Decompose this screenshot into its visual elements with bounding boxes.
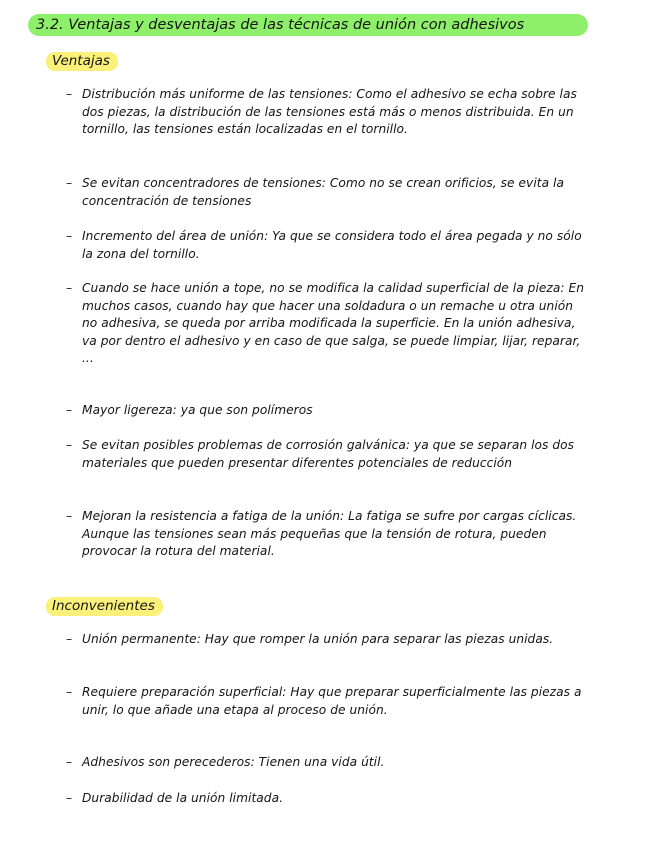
bullet-dash: – (66, 755, 73, 769)
advantage-item (66, 175, 592, 210)
disadvantage-item (66, 684, 592, 719)
advantage-item (66, 437, 592, 472)
advantage-item (66, 280, 592, 368)
bullet-dash: – (66, 281, 73, 295)
advantage-text: Cuando se hace unión a tope, no se modifica la calidad superficial de la pieza: En muchos casos, cuando hay que hacer una soldadura o un remache u otra unión no adhesiva, se queda por arriba modificada la superficie. En la unión adhesiva, va por dentro el adhesivo y en caso de que salga, se puede limpiar, lijar, reparar, ... (82, 281, 585, 366)
disadvantage-text: Adhesivos son perecederos: Tienen una vida útil. (82, 755, 385, 769)
advantage-text: Incremento del área de unión: Ya que se considera todo el área pegada y no sólo la zona del tornillo. (82, 229, 582, 261)
advantage-item (66, 228, 592, 263)
bullet-dash: – (66, 438, 73, 452)
advantage-text: Mayor ligereza: ya que son polímeros (82, 403, 313, 417)
advantages-heading: Ventajas (46, 52, 118, 71)
bullet-dash: – (66, 403, 73, 417)
disadvantage-text: Unión permanente: Hay que romper la unión para separar las piezas unidas. (82, 632, 554, 646)
bullet-dash: – (66, 509, 73, 523)
bullet-dash: – (66, 229, 73, 243)
bullet-dash: – (66, 87, 73, 101)
disadvantage-text: Requiere preparación superficial: Hay que preparar superficialmente las piezas a unir, lo que añade una etapa al proceso de unión. (82, 685, 582, 717)
advantage-text: Mejoran la resistencia a fatiga de la unión: La fatiga se sufre por cargas cíclicas. Aunque las tensiones sean más pequeñas que la tensión de rotura, pueden provocar la rotura del material. (82, 509, 577, 559)
advantage-text: Se evitan posibles problemas de corrosión galvánica: ya que se separan los dos materiales que pueden presentar diferentes potenciales de reducción (82, 438, 575, 470)
section-title: 3.2. Ventajas y desventajas de las técnicas de unión con adhesivos (28, 14, 588, 36)
advantage-item (66, 402, 592, 420)
advantage-text: Distribución más uniforme de las tensiones: Como el adhesivo se echa sobre las dos piezas, la distribución de las tensiones está más o menos distribuida. En un tornillo, las tensiones están localizadas en el tornillo. (82, 87, 577, 137)
bullet-dash: – (66, 632, 73, 646)
bullet-dash: – (66, 176, 73, 190)
disadvantage-text: Durabilidad de la unión limitada. (82, 791, 284, 805)
advantage-item (66, 508, 592, 561)
disadvantages-heading: Inconvenientes (46, 597, 163, 616)
bullet-dash: – (66, 685, 73, 699)
bullet-dash: – (66, 791, 73, 805)
disadvantage-item (66, 754, 592, 772)
advantage-text: Se evitan concentradores de tensiones: Como no se crean orificios, se evita la concentración de tensiones (82, 176, 564, 208)
disadvantage-item (66, 631, 592, 649)
disadvantage-item (66, 790, 592, 808)
advantage-item (66, 86, 592, 139)
